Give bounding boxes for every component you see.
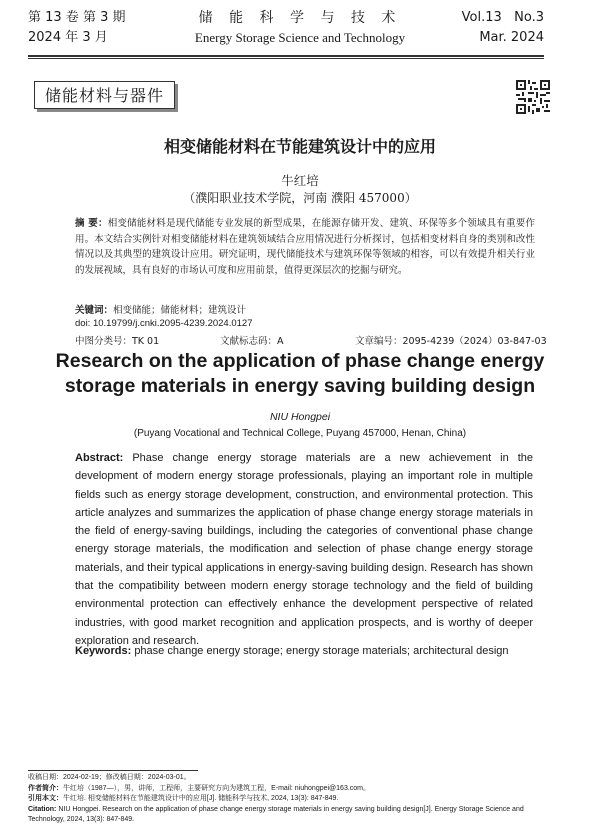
english-author: NIU Hongpei [269, 411, 331, 423]
header-rule-thin [28, 58, 544, 59]
english-keywords-label: Keywords: [75, 645, 132, 657]
journal-issue-cn [28, 8, 125, 48]
citation-en-label: Citation: [28, 805, 57, 813]
english-abstract-label: Abstract: [75, 452, 124, 464]
citation-en [28, 805, 558, 826]
english-abstract [75, 449, 533, 650]
english-keywords [75, 645, 533, 657]
section-label: 储能材料与器件 [34, 81, 175, 109]
date-cn: 2024 年 3 月 [28, 30, 108, 45]
citation-en-text: NIU Hongpei. Research on the application of phase change energy storage materials in energy saving building design[J]. Energy Storage Science and Technology, 2024, 13(3): 847-849. [28, 805, 524, 823]
footnote-rule [28, 770, 198, 771]
english-keywords-text: phase change energy storage; energy storage materials; architectural design [134, 645, 509, 657]
qr-code-icon [516, 80, 550, 114]
citation-cn-text: 牛红培. 相变储能材料在节能建筑设计中的应用[J]. 储能科学与技术, 2024, 13(3): 847-849. [63, 795, 339, 802]
english-affiliation: (Puyang Vocational and Technical College, Puyang 457000, Henan, China) [133, 428, 467, 439]
volume-issue-en: Vol.13 No.3 [461, 10, 544, 25]
author-bio-label: 作者简介： [28, 784, 63, 792]
date-en: Mar. 2024 [479, 30, 544, 45]
journal-name-en: Energy Storage Science and Technology [194, 30, 406, 45]
english-abstract-text: Phase change energy storage materials are a new achievement in the development of modern energy storage professionals, playing an important role in multiple fields such as energy storage development, construction, and environmental protection. This article analyzes and summarizes the application of phase change energy storage materials in the field of energy-saving buildings, including the categories of conventional phase change energy storage materials, the modification and selection of phase change energy storage materials, and their typical applications in energy-saving building design. Research has shown that the compatibility between modern energy storage technology and the field of building environmental protection can effectively enhance the development perspective of related industries, with good market recognition and application prospects, and is worthy of deeper exploration and research. [75, 452, 533, 647]
author-bio-text: 牛红培（1987—），男，讲师，工程师，主要研究方向为建筑工程，E-mail: niuhongpei@163.com。 [63, 784, 371, 792]
journal-name-cn: 储 能 科 学 与 技 术 [198, 10, 402, 26]
citation-cn [28, 794, 558, 805]
chinese-keywords-text: 相变储能；储能材料；建筑设计 [113, 305, 247, 316]
chinese-abstract-text: 相变储能材料是现代储能专业发展的新型成果，在能源存储开发、建筑、环保等多个领域具有重要作用。本文结合实例针对相变储能材料在建筑领域结合应用情况进行分析探讨，包括相变材料自身的类别和改性情况以及其典型的建筑设计应用。研究证明，现代储能技术与建筑环保等领域的相容，可以有效提升相关行业的发展视域，具有良好的市场认可度和应用前景，值得更深层次的挖掘与研究。 [75, 218, 535, 276]
header-rule-thick [28, 55, 544, 57]
chinese-affiliation: （濮阳职业技术学院，河南 濮阳 457000） [183, 191, 417, 205]
chinese-title: 相变储能材料在节能建筑设计中的应用 [163, 137, 436, 156]
chinese-abstract [75, 216, 535, 278]
journal-name [160, 8, 440, 48]
chinese-keywords-label: 关键词： [75, 305, 114, 316]
classification-row [75, 333, 547, 347]
chinese-keywords [75, 302, 246, 316]
doi: doi: 10.19799/j.cnki.2095-4239.2024.0127 [75, 318, 253, 329]
received-date: 收稿日期：2024-02-19；修改稿日期：2024-03-01。 [28, 774, 191, 781]
article-number: 文章编号：2095-4239（2024）03-847-03 [355, 336, 547, 347]
footnotes [28, 773, 558, 826]
chinese-author: 牛红培 [281, 173, 319, 188]
clc-number: 中图分类号：TK 01 [75, 336, 160, 347]
author-bio [28, 784, 558, 795]
chinese-abstract-label: 摘 要： [75, 218, 108, 229]
volume-issue-cn: 第 13 卷 第 3 期 [28, 10, 126, 25]
journal-issue-en [462, 8, 544, 48]
citation-cn-label: 引用本文： [28, 795, 63, 802]
english-title: Research on the application of phase change energy storage materials in energy saving building design [55, 350, 545, 397]
document-code: 文献标志码：A [220, 336, 284, 347]
